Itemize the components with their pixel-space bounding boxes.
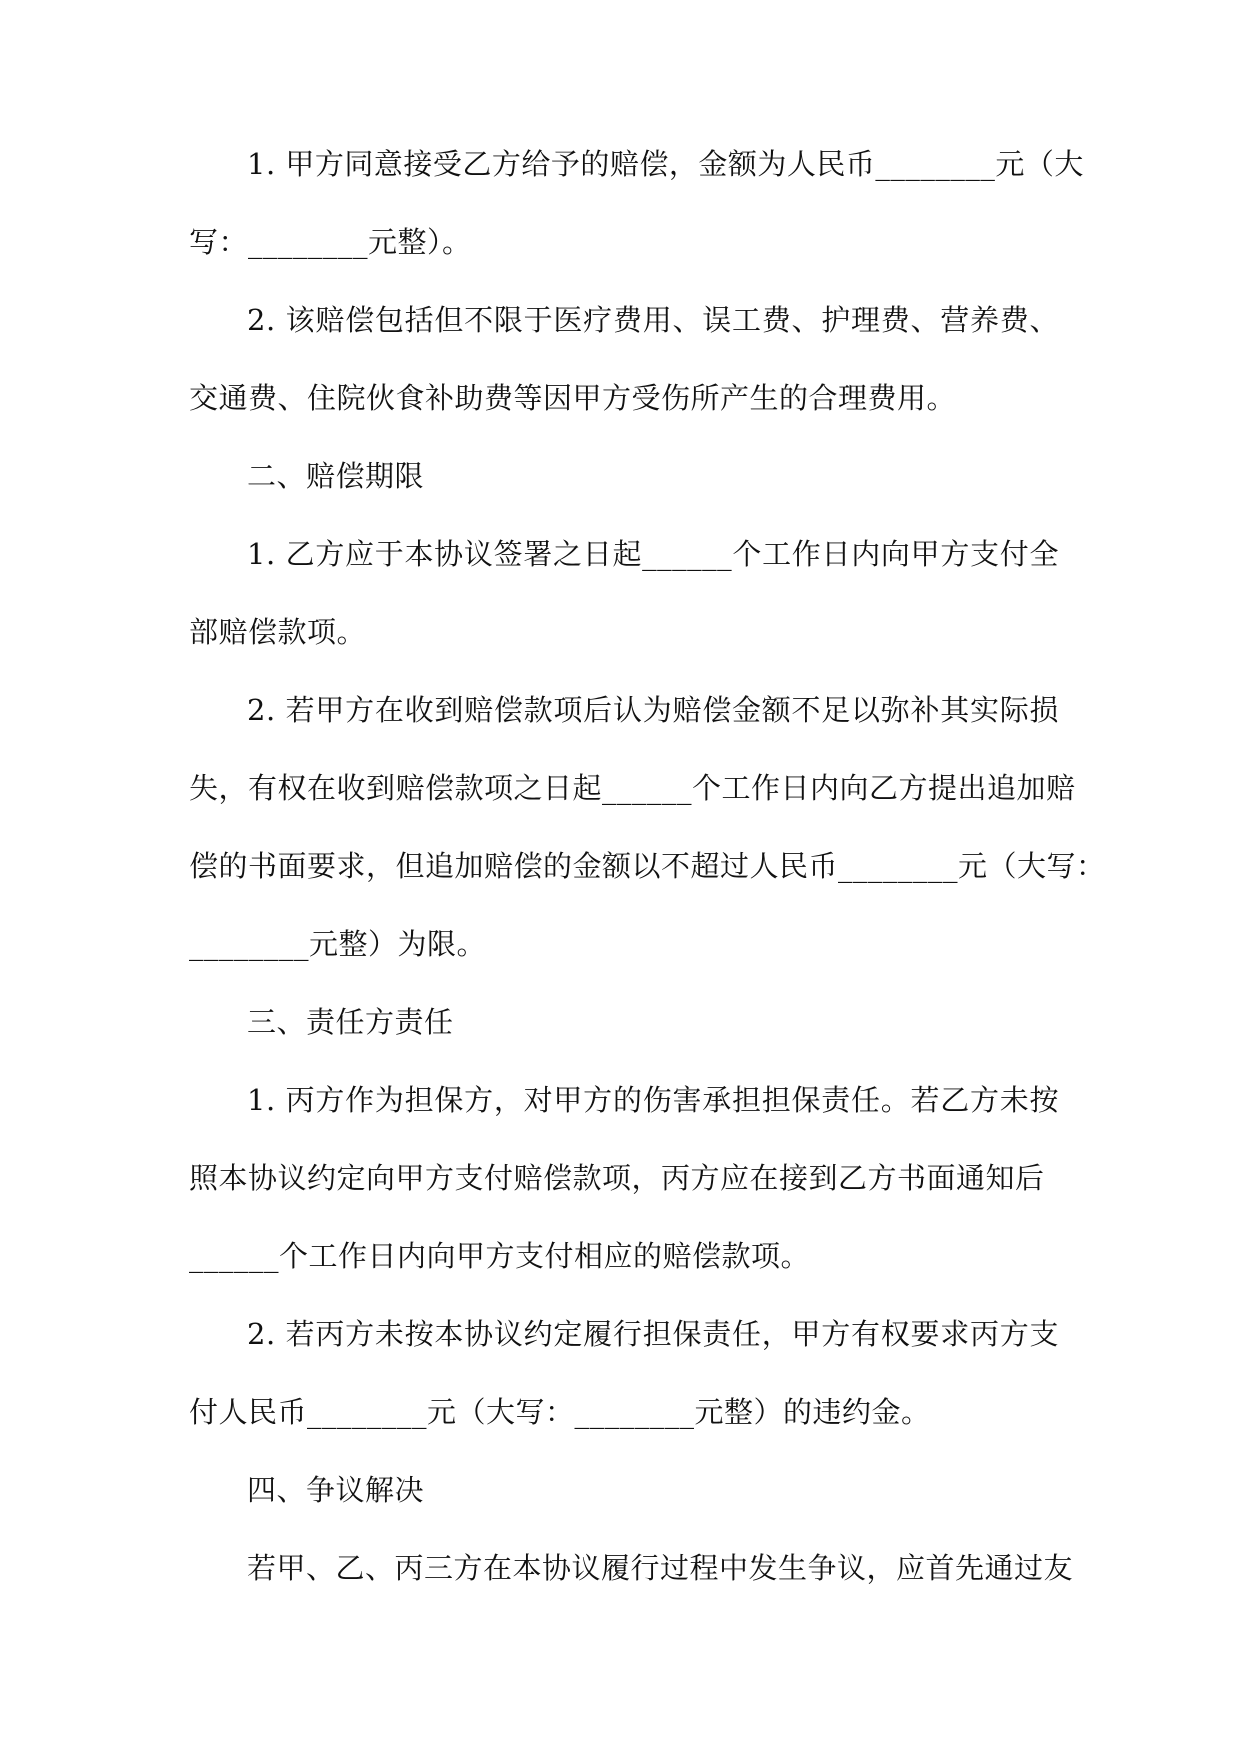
clause-4-line-1: 若甲、乙、丙三方在本协议履行过程中发生争议，应首先通过友 — [247, 1551, 1074, 1585]
clause-3-2-line-1: 2. 若丙方未按本协议约定履行担保责任，甲方有权要求丙方支 — [247, 1317, 1059, 1351]
clause-2-1-line-2: 部赔偿款项。 — [189, 615, 367, 649]
clause-2-2-line-3: 偿的书面要求，但追加赔偿的金额以不超过人民币________元（大写： — [189, 849, 1106, 883]
clause-1-1-line-2: 写：________元整）。 — [189, 225, 472, 259]
clause-1-2-line-2: 交通费、住院伙食补助费等因甲方受伤所产生的合理费用。 — [189, 381, 957, 415]
clause-2-2-line-4: ________元整）为限。 — [189, 927, 487, 961]
section-heading-2: 二、赔偿期限 — [247, 459, 425, 493]
clause-2-2-line-1: 2. 若甲方在收到赔偿款项后认为赔偿金额不足以弥补其实际损 — [247, 693, 1059, 727]
clause-2-2-line-2: 失，有权在收到赔偿款项之日起______个工作日内向乙方提出追加赔 — [189, 771, 1076, 805]
clause-3-2-line-2: 付人民币________元（大写：________元整）的违约金。 — [189, 1395, 931, 1429]
clause-3-1-line-1: 1. 丙方作为担保方，对甲方的伤害承担担保责任。若乙方未按 — [247, 1083, 1059, 1117]
clause-2-1-line-1: 1. 乙方应于本协议签署之日起______个工作日内向甲方支付全 — [247, 537, 1059, 571]
section-heading-3: 三、责任方责任 — [247, 1005, 454, 1039]
section-heading-4: 四、争议解决 — [247, 1473, 425, 1507]
clause-1-1-line-1: 1. 甲方同意接受乙方给予的赔偿，金额为人民币________元（大 — [247, 147, 1084, 181]
clause-3-1-line-3: ______个工作日内向甲方支付相应的赔偿款项。 — [189, 1239, 811, 1273]
clause-3-1-line-2: 照本协议约定向甲方支付赔偿款项，丙方应在接到乙方书面通知后 — [189, 1161, 1045, 1195]
clause-1-2-line-1: 2. 该赔偿包括但不限于医疗费用、误工费、护理费、营养费、 — [247, 303, 1059, 337]
document-body — [189, 145, 1106, 1627]
